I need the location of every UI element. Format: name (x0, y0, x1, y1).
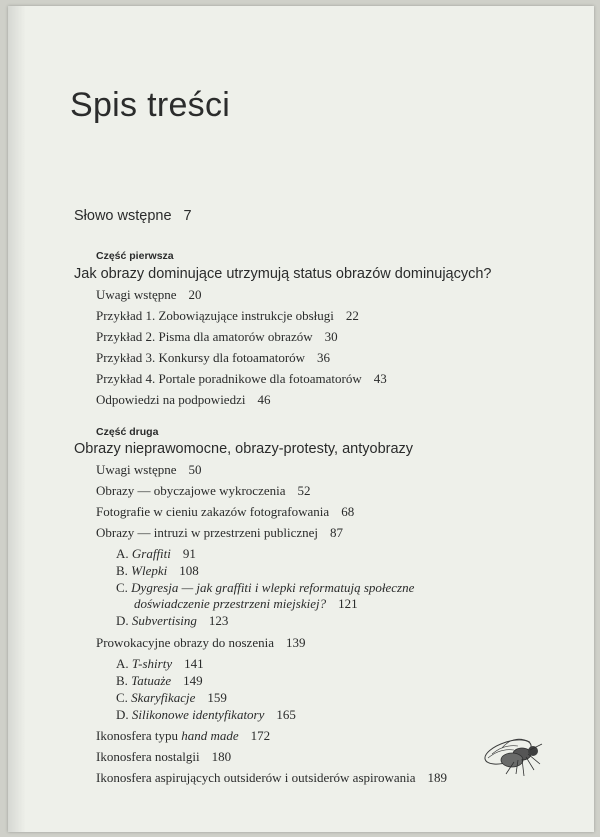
toc-page-number: 50 (188, 462, 202, 477)
toc-page-number: 91 (182, 546, 196, 561)
toc-entry-label: Przykład 1. Zobowiązujące instrukcje obsługi (96, 308, 334, 323)
toc-entry-label: Przykład 4. Portale poradnikowe dla fotoamatorów (96, 371, 362, 386)
page-title: Spis treści (70, 86, 231, 124)
toc-subentry-prefix: B. (116, 673, 128, 688)
book-page (8, 6, 594, 832)
toc-subentry-prefix: A. (116, 656, 129, 671)
toc-subentry-label: Dygresja — jak graffiti i wlepki reformatują społeczne (131, 580, 415, 595)
toc-entry (96, 350, 330, 366)
toc-subentry (116, 613, 228, 629)
part2-label: Część druga (96, 426, 159, 438)
toc-entry-label: Obrazy — obyczajowe wykroczenia (96, 483, 286, 498)
toc-subentry-label: doświadczenie przestrzeni miejskiej? (134, 596, 327, 611)
toc-entry (96, 371, 387, 387)
toc-page-number: 43 (373, 371, 387, 386)
toc-page-number: 149 (183, 673, 203, 688)
toc-entry-label-italic: hand made (181, 728, 239, 743)
toc-page-number: 165 (276, 707, 296, 722)
toc-subentry-prefix: A. (116, 546, 129, 561)
toc-entry-label: Odpowiedzi na podpowiedzi (96, 392, 246, 407)
toc-page-number: 141 (184, 656, 204, 671)
toc-subentry (116, 673, 203, 689)
toc-entry-label: Ikonosfera aspirujących outsiderów i outsiderów aspirowania (96, 770, 416, 785)
toc-subentry (116, 707, 296, 723)
fly-illustration-icon (478, 724, 552, 786)
toc-subentry-label: T-shirty (131, 656, 173, 671)
toc-entry-label: Przykład 3. Konkursy dla fotoamatorów (96, 350, 306, 365)
toc-entry (96, 462, 202, 478)
toc-subentry-prefix: B. (116, 563, 128, 578)
toc-page-number: 189 (427, 770, 447, 785)
toc-page-number: 180 (211, 749, 232, 764)
toc-entry (96, 504, 354, 520)
toc-page-number: 172 (250, 728, 271, 743)
toc-entry-foreword (74, 208, 192, 224)
toc-page-number: 52 (297, 483, 311, 498)
toc-subentry-label: Skaryfikacje (131, 690, 196, 705)
toc-entry (96, 483, 311, 499)
toc-entry (96, 287, 202, 303)
toc-subentry (116, 690, 227, 706)
toc-entry (96, 635, 305, 651)
toc-entry (96, 329, 338, 345)
toc-subentry-label: Silikonowe identyfikatory (131, 707, 265, 722)
part1-label: Część pierwsza (96, 250, 174, 262)
table-of-contents (8, 6, 594, 832)
toc-page-number: 68 (341, 504, 355, 519)
toc-entry-label: Ikonosfera nostalgii (96, 749, 200, 764)
toc-entry-label: Uwagi wstępne (96, 462, 177, 477)
toc-page-number: 87 (330, 525, 343, 540)
toc-page-number: 108 (179, 563, 199, 578)
toc-subentry-continuation (134, 596, 358, 612)
toc-page-number: 46 (257, 392, 271, 407)
toc-subentry (116, 580, 414, 596)
toc-subentry-label: Wlepki (131, 563, 168, 578)
toc-subentry-prefix: C. (116, 690, 128, 705)
toc-subentry (116, 656, 204, 672)
toc-entry-label: Ikonosfera typu (96, 728, 178, 743)
toc-entry (96, 749, 231, 765)
toc-entry-label: Fotografie w cieniu zakazów fotografowania (96, 504, 330, 519)
toc-entry-label: Przykład 2. Pisma dla amatorów obrazów (96, 329, 313, 344)
toc-page-number: 20 (188, 287, 202, 302)
toc-subentry-label: Graffiti (131, 546, 171, 561)
toc-entry (96, 392, 270, 408)
toc-page-number: 7 (183, 208, 192, 224)
toc-subentry-label: Tatuaże (131, 673, 172, 688)
part1-title: Jak obrazy dominujące utrzymują status obrazów dominujących? (74, 266, 492, 282)
toc-subentry-prefix: C. (116, 580, 128, 595)
toc-entry-label: Słowo wstępne (74, 208, 172, 224)
toc-entry-label: Prowokacyjne obrazy do noszenia (96, 635, 274, 650)
part2-title: Obrazy nieprawomocne, obrazy-protesty, antyobrazy (74, 441, 414, 457)
toc-page-number: 139 (285, 635, 306, 650)
toc-subentry-label: Subvertising (131, 613, 197, 628)
toc-entry (96, 308, 359, 324)
toc-subentry (116, 563, 199, 579)
toc-page-number: 36 (317, 350, 331, 365)
toc-page-number: 159 (207, 690, 227, 705)
toc-page-number: 123 (208, 613, 229, 628)
toc-entry-label: Obrazy — intruzi w przestrzeni publicznej (96, 525, 318, 540)
toc-page-number: 30 (324, 329, 338, 344)
toc-entry-label: Uwagi wstępne (96, 287, 177, 302)
toc-entry (96, 770, 447, 786)
toc-page-number: 22 (345, 308, 359, 323)
toc-subentry-prefix: D. (116, 707, 129, 722)
toc-entry (96, 728, 270, 744)
toc-entry (96, 525, 343, 541)
toc-subentry-prefix: D. (116, 613, 129, 628)
toc-page-number: 121 (338, 596, 358, 611)
toc-subentry (116, 546, 196, 562)
